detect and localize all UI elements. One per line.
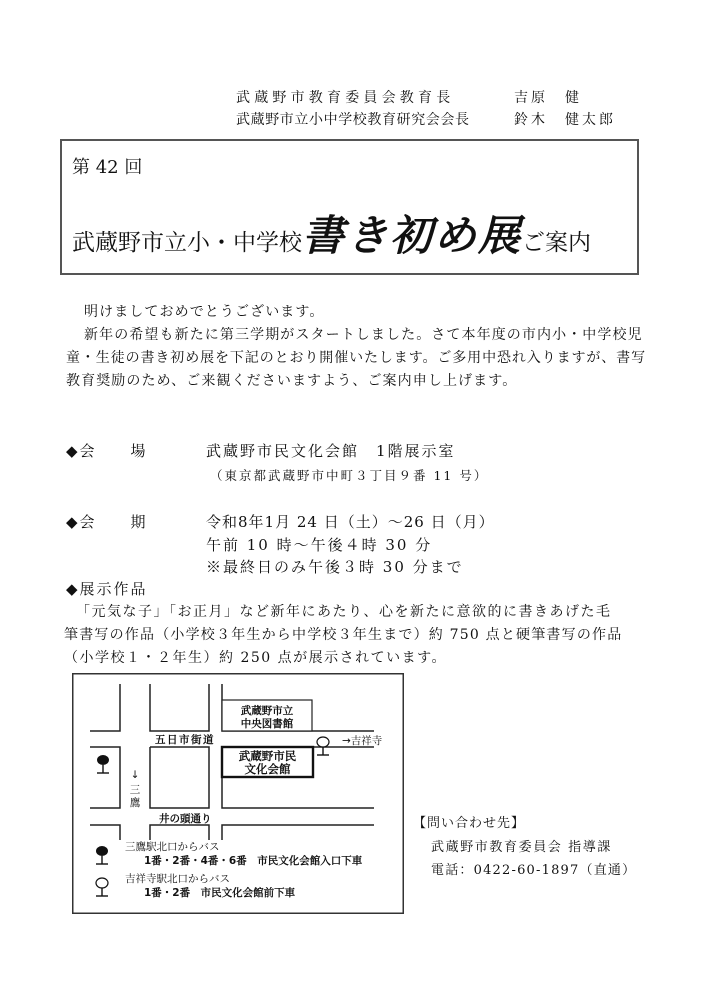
road-edge: [222, 777, 374, 808]
road-edge: [90, 684, 120, 731]
direction-mitaka-2: 鷹: [129, 797, 141, 809]
title-suffix: ご案内: [522, 230, 592, 256]
page-title: [72, 203, 591, 263]
road-edge: [222, 825, 374, 840]
title-main: 書き初め展: [302, 211, 523, 260]
title-box: [60, 139, 639, 275]
works-label: ◆展示作品: [66, 580, 148, 598]
bus-stop-hollow-icon: [317, 737, 329, 755]
intro-line-2: 童・生徒の書き初め展を下記のとおり開催いたします。ご多用中恐れ入りますが、書写: [66, 350, 646, 366]
title-prefix: 武蔵野市立小・中学校: [72, 230, 302, 256]
signatory-2-name: 鈴木 健太郎: [514, 112, 616, 128]
works-line-1: 「元気な子」「お正月」など新年にあたり、心を新たに意欲的に書きあげた毛: [76, 604, 612, 620]
works-line-2: 筆書写の作品（小学校３年生から中学校３年生まで）約 750 点と硬筆書写の作品: [64, 627, 623, 643]
period-hours: 午前 10 時～午後４時 30 分: [206, 536, 433, 554]
intro-line-1: 新年の希望も新たに第三学期がスタートしました。さて本年度の市内小・中学校児: [84, 327, 643, 343]
road-edge: [150, 825, 209, 840]
period-note: ※最終日のみ午後３時 30 分まで: [206, 558, 464, 576]
road-name-itsukaichi: 五日市街道: [155, 734, 215, 746]
hall-label-2: 文化会館: [244, 762, 291, 776]
access-map: [72, 673, 404, 914]
hall-label-1: 武蔵野市民: [238, 749, 297, 763]
library-label-2: 中央図書館: [240, 718, 294, 730]
library-label-1: 武蔵野市立: [240, 705, 294, 717]
signatory-1-title: 武蔵野市教育委員会教育長: [236, 90, 455, 106]
legend-bus-stop-filled-icon: [96, 846, 108, 864]
contact-phone: 電話：0422-60-1897（直通）: [431, 863, 637, 878]
signatory-2-title: 武蔵野市立小中学校教育研究会会長: [236, 112, 470, 128]
legend-bus-stop-hollow-icon: [96, 878, 108, 896]
legend-mitaka-line1: 三鷹駅北口からバス: [125, 841, 220, 853]
legend-kichijoji-line2: 1番・2番 市民文化会館前下車: [144, 887, 296, 899]
contact-heading: 【問い合わせ先】: [413, 816, 526, 831]
contact-org: 武蔵野市教育委員会 指導課: [431, 840, 612, 855]
bus-stop-filled-icon: [97, 755, 109, 773]
venue-label: ◆会 場: [66, 442, 148, 460]
period-label: ◆会 期: [66, 513, 148, 531]
period-dates: 令和8年1月 24 日（土）～26 日（月）: [206, 513, 495, 531]
road-name-inokashira: 井の頭通り: [159, 813, 212, 825]
legend-mitaka-line2: 1番・2番・4番・6番 市民文化会館入口下車: [144, 855, 363, 867]
legend-kichijoji-line1: 吉祥寺駅北口からバス: [125, 873, 230, 885]
road-edge: [150, 684, 209, 731]
edition-label: 第 42 回: [72, 157, 143, 178]
greeting: 明けましておめでとうございます。: [84, 304, 325, 320]
road-edge: [150, 747, 209, 808]
intro-line-3: 教育奨励のため、ご来観くださいますよう、ご案内申し上げます。: [66, 373, 518, 389]
works-line-3: （小学校１・２年生）約 250 点が展示されています。: [64, 650, 448, 666]
signatory-1-name: 吉原 健: [514, 90, 582, 106]
direction-mitaka-1: 三: [129, 784, 141, 796]
direction-kichijoji: →吉祥寺: [342, 735, 383, 747]
road-edge: [90, 825, 120, 840]
signatory-1: [236, 87, 636, 109]
venue-value: 武蔵野市民文化会館 1階展示室: [206, 442, 456, 460]
direction-mitaka-arrow: ↓: [130, 769, 140, 781]
signatory-2: [236, 109, 636, 131]
venue-address: （東京都武蔵野市中町３丁目９番 11 号）: [210, 468, 489, 483]
